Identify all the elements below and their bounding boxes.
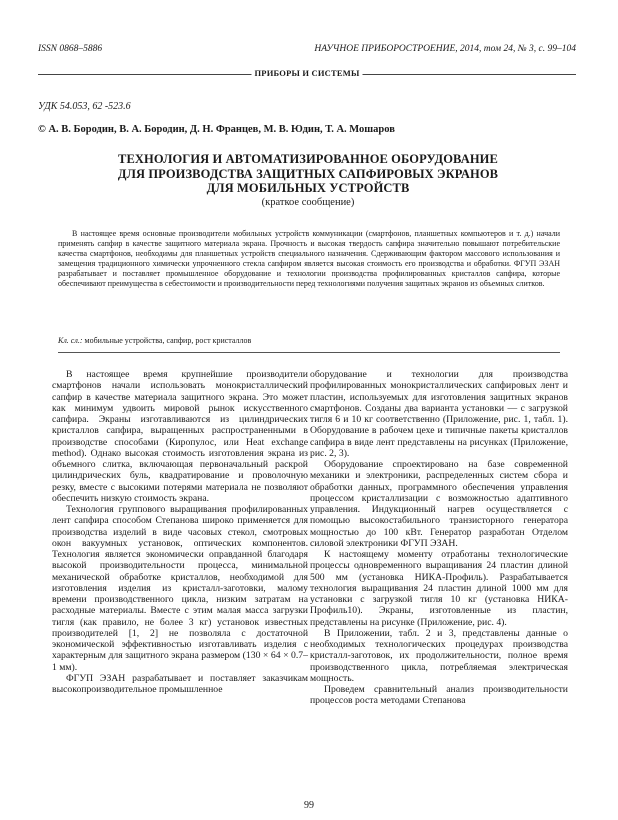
- paragraph: ФГУП ЭЗАН разрабатывает и поставляет заказчикам высокопроизводительное промышленное: [52, 672, 308, 695]
- paragraph: К настоящему моменту отработаны технологические процессы одновременного выращивания 24 пластин длиной 500 мм (установка НИКА-Профиль). Разрабатывается технология выращивания 24 пластин длиной 1000 мм для установки с загрузкой тигля 10 кг (установка НИКА-Профиль10). Экраны, изготовленные из пластин, представлены на рисунке (Приложение, рис. 4).: [310, 549, 568, 628]
- paragraph: Оборудование спроектировано на базе современной механики и электроники, распределенных систем сбора и обработки данных, программного обеспечения управления процессом кристаллизации с возможностью адаптивного управления. Индукционный нагрев осуществляется с помощью высокостабильного транзисторного генератора мощностью до 100 кВт. Генератор разработан Отделом силовой электроники ФГУП ЭЗАН.: [310, 459, 568, 549]
- paragraph: Проведем сравнительный анализ производительности процессов роста методами Степанова: [310, 684, 568, 707]
- authors-line: © А. В. Бородин, В. А. Бородин, Д. Н. Францев, М. В. Юдин, Т. А. Мошаров: [38, 124, 395, 135]
- section-divider: [38, 68, 576, 80]
- keywords-label: Кл. сл.:: [58, 336, 83, 345]
- keywords-line: [58, 336, 251, 345]
- article-subtitle: (краткое сообщение): [261, 197, 355, 208]
- paragraph: Технология группового выращивания профилированных лент сапфира способом Степанова широко применяется для производства изделий в виде часовых стекол, смотровых окон вакуумных установок, оптических компонентов. Технология является экономически оправданной благодаря высокой производительности процесса, минимальной механической обработке кристаллов, необходимой для изготовления изделия из кристалл-заготовки, малому времени производственного цикла, низким затратам на расходные материалы. Вместе с этим малая масса загрузки тигля (как правило, не более 3 кг) установок известных производителей [1, 2] не позволяла с достаточной экономической эффективностью изготавливать изделия с характерным для защитного экрана размером (130 × 64 × 0.7–1 мм).: [52, 504, 308, 673]
- udk-code: УДК 54.053, 62 -523.6: [38, 101, 131, 112]
- paragraph: оборудование и технологии для производства профилированных монокристаллических сапфировых лент и пластин, используемых для изготовления защитных экранов смартфонов. Созданы два варианта установки — с загрузкой тигля 6 и 10 кг соответственно (Приложение, рис. 1, табл. 1). Оборудование в рабочем цехе и типичные пакеты кристаллов сапфира в виде лент представлены на рисунках (Приложение, рис. 2, 3).: [310, 369, 568, 459]
- paragraph: В настоящее время крупнейшие производители смартфонов начали использовать монокристаллический сапфир в качестве материала защитного экрана. Это может как минимум удвоить мировой рынок искусственного сапфира. Экраны изготавливаются из цилиндрических кристаллов сапфира, выращенных распространенными в производстве способами (Киропулос, или Heat exchange method). Однако высокая стоимость изготовления экрана из объемного слитка, включающая первоначальный раскрой цилиндрических буль, квадратирование и проволочную резку, вместе с высокими потерями материала не позволяют обеспечить низкую стоимость экрана.: [52, 369, 308, 504]
- keywords-divider: [58, 352, 560, 353]
- abstract-text: В настоящее время основные производители мобильных устройств коммуникации (смартфонов, планшетных компьютеров и т. д.) начали применять сапфир в качестве защитного материала экрана. Прочность и высокая твердость сапфира значительно повышают потребительские качества смартфонов, необходимы для планшетных устройств специального назначения. Сдерживающим фактором массового использования и замещения традиционного химически упрочненного стекла сапфиром является высокая стоимость его производства и обработки. ФГУП ЭЗАН разрабатывает и поставляет промышленное оборудование и технологии производства профилированных кристаллов сапфира, которые обеспечивают преимущества в себестоимости и производительности перед технологиями получения защитных экранов из объемных слитков.: [58, 229, 560, 289]
- article-title: [40, 152, 576, 196]
- title-line-2: ДЛЯ ПРОИЗВОДСТВА ЗАЩИТНЫХ САПФИРОВЫХ ЭКРАНОВ: [117, 166, 499, 181]
- body-column-right: [310, 369, 568, 707]
- title-line-3: ДЛЯ МОБИЛЬНЫХ УСТРОЙСТВ: [206, 181, 410, 195]
- paragraph: В Приложении, табл. 2 и 3, представлены данные о необходимых технологических процедурах производства кристалл-заготовок, их продолжительности, полное время производственного цикла, потребляемая электрическая мощность.: [310, 627, 568, 684]
- keywords-text: мобильные устройства, сапфир, рост кристаллов: [84, 336, 252, 345]
- title-line-1: ТЕХНОЛОГИЯ И АВТОМАТИЗИРОВАННОЕ ОБОРУДОВАНИЕ: [118, 152, 498, 166]
- journal-citation: НАУЧНОЕ ПРИБОРОСТРОЕНИЕ, 2014, том 24, № 3, c. 99–104: [314, 44, 576, 54]
- section-name: ПРИБОРЫ И СИСТЕМЫ: [252, 68, 363, 78]
- issn-label: ISSN 0868–5886: [38, 44, 103, 54]
- body-column-left: [52, 369, 308, 695]
- page-number: 99: [304, 800, 314, 811]
